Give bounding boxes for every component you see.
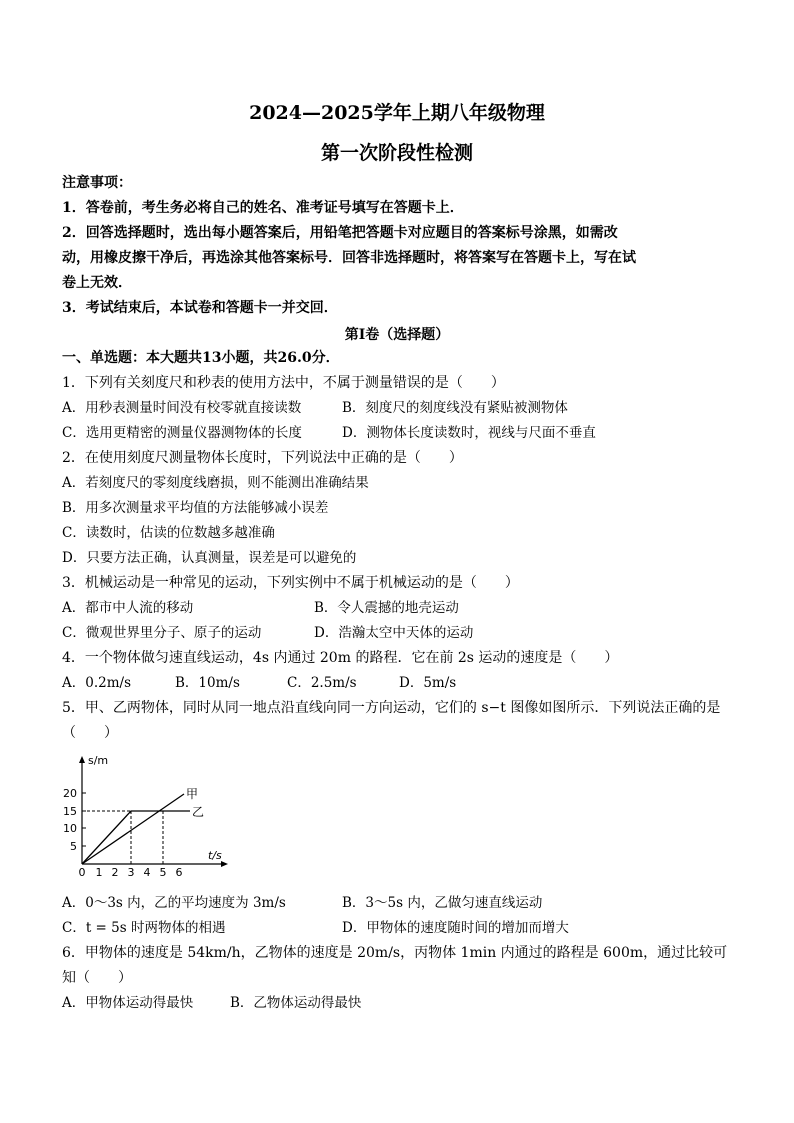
q1-option-a: A．用秒表测量时间没有校零就直接读数 — [62, 400, 302, 416]
q1-option-c: C．选用更精密的测量仪器测物体的长度 — [62, 425, 302, 441]
q3-option-c: C．微观世界里分子、原子的运动 — [62, 625, 262, 641]
x-tick: 3 — [127, 866, 135, 878]
note-3: 3．考试结束后，本试卷和答题卡一并交回． — [62, 300, 338, 316]
q5-stem-end: （ ） — [62, 725, 118, 741]
q6-stem-end: 知（ ） — [62, 970, 132, 986]
label-yi: 乙 — [192, 805, 205, 819]
y-axis-arrow — [79, 756, 85, 763]
line-jia — [82, 794, 184, 864]
q4-stem: 4．一个物体做匀速直线运动，4s 内通过 20m 的路程．它在前 2s 运动的速度是（ ） — [62, 650, 619, 666]
q5-option-c: C．t = 5s 时两物体的相遇 — [62, 920, 226, 936]
q6-option-a: A．甲物体运动得最快 — [62, 995, 194, 1011]
q4-option-b: B．10m/s — [175, 675, 240, 691]
q5-option-b: B．3～5s 内，乙做匀速直线运动 — [342, 895, 543, 911]
volume-heading: 第Ⅰ卷（选择题） — [344, 327, 450, 343]
q6-option-b: B．乙物体运动得最快 — [230, 995, 362, 1011]
q2-option-d: D．只要方法正确，认真测量，误差是可以避免的 — [62, 550, 357, 566]
note-2-line-1: 2．回答选择题时，选出每小题答案后，用铅笔把答题卡对应题目的答案标号涂黑，如需改 — [62, 225, 618, 241]
y-axis-label: s/m — [88, 754, 109, 767]
q5-option-d: D．甲物体的速度随时间的增加而增大 — [342, 920, 569, 936]
y-tick: 15 — [63, 805, 77, 818]
notes-heading: 注意事项： — [62, 175, 132, 191]
q1-option-b: B．刻度尺的刻度线没有紧贴被测物体 — [342, 400, 568, 416]
section-heading: 一、单选题：本大题共13小题，共26.0分． — [62, 350, 340, 366]
q4-option-a: A．0.2m/s — [62, 675, 131, 691]
label-jia: 甲 — [186, 787, 199, 801]
q2-option-c: C．读数时，估读的位数越多越准确 — [62, 525, 275, 541]
x-tick: 1 — [95, 866, 103, 878]
q5-stem: 5．甲、乙两物体，同时从同一地点沿直线向同一方向运动，它们的 s−t 图像如图所示．下列说法正确的是 — [62, 700, 721, 716]
note-2-line-3: 卷上无效． — [62, 275, 132, 291]
x-axis-arrow — [221, 861, 228, 867]
q1-stem: 1．下列有关刻度尺和秒表的使用方法中，不属于测量错误的是（ ） — [62, 375, 505, 391]
q1-option-d: D．测物体长度读数时，视线与尺面不垂直 — [342, 425, 596, 441]
exam-title: 2024—2025学年上期八年级物理 — [249, 102, 545, 124]
q3-option-d: D．浩瀚太空中天体的运动 — [314, 625, 474, 641]
q3-stem: 3．机械运动是一种常见的运动，下列实例中不属于机械运动的是（ ） — [62, 575, 519, 591]
y-tick: 10 — [63, 822, 77, 835]
q3-option-a: A．都市中人流的移动 — [62, 600, 194, 616]
q5-option-a: A．0～3s 内，乙的平均速度为 3m/s — [62, 895, 286, 911]
q2-option-b: B．用多次测量求平均值的方法能够减小误差 — [62, 500, 329, 516]
y-tick: 20 — [63, 787, 77, 800]
note-2-line-2: 动，用橡皮擦干净后，再选涂其他答案标号．回答非选择题时，将答案写在答题卡上，写在试 — [62, 250, 636, 266]
y-tick: 5 — [70, 840, 77, 853]
x-axis-label: t/s — [208, 849, 222, 862]
note-1: 1．答卷前，考生务必将自己的姓名、准考证号填写在答题卡上． — [62, 200, 464, 216]
q2-option-a: A．若刻度尺的零刻度线磨损，则不能测出准确结果 — [62, 475, 369, 491]
q6-stem: 6．甲物体的速度是 54km/h，乙物体的速度是 20m/s，丙物体 1min 内通过的路程是 600m，通过比较可 — [62, 945, 728, 961]
x-tick: 4 — [143, 866, 151, 878]
q4-option-c: C．2.5m/s — [287, 675, 357, 691]
line-yi — [82, 811, 190, 864]
x-tick: 2 — [111, 866, 119, 878]
exam-subtitle: 第一次阶段性检测 — [320, 142, 473, 164]
x-tick: 6 — [175, 866, 183, 878]
q2-stem: 2．在使用刻度尺测量物体长度时，下列说法中正确的是（ ） — [62, 450, 463, 466]
x-tick: 5 — [159, 866, 167, 878]
q4-option-d: D．5m/s — [399, 675, 457, 691]
q3-option-b: B．令人震撼的地壳运动 — [314, 600, 459, 616]
s-t-graph — [62, 750, 232, 878]
x-tick: 0 — [78, 866, 86, 878]
